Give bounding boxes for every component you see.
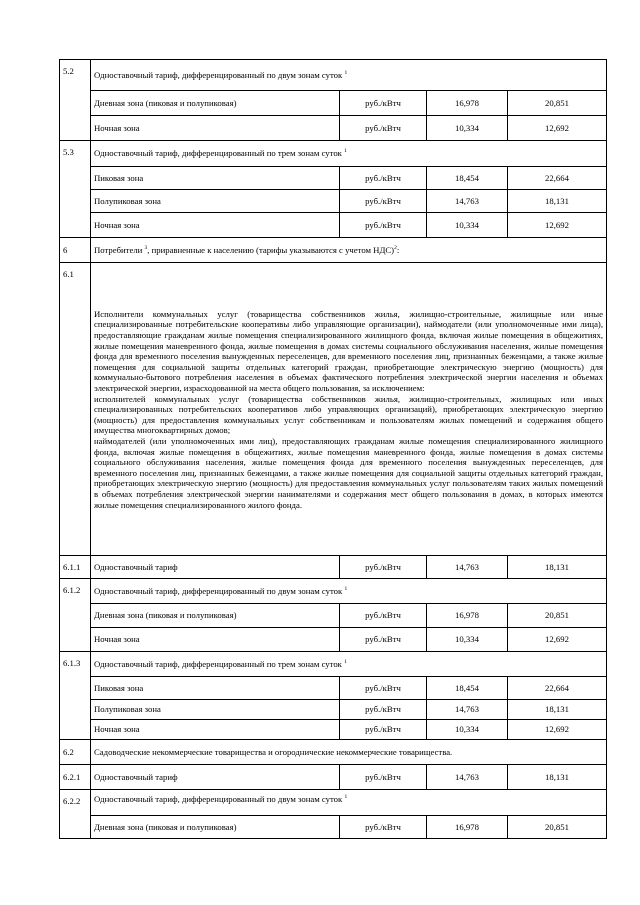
- row-number: 6.1: [60, 263, 91, 556]
- unit-cell: руб./кВтч: [340, 765, 427, 790]
- row-number: 6.1.2: [60, 579, 91, 652]
- unit-cell: руб./кВтч: [340, 167, 427, 190]
- value-cell: 10,334: [427, 213, 508, 238]
- value-cell: 10,334: [427, 116, 508, 141]
- table-row: [60, 700, 607, 720]
- value-cell: 14,763: [427, 765, 508, 790]
- section-title: Садоводческие некоммерческие товарищества и огороднические некоммерческие товарищества.: [91, 740, 607, 765]
- zone-label: Полупиковая зона: [91, 190, 340, 213]
- tariff-table: [59, 59, 607, 839]
- zone-label: Дневная зона (пиковая и полупиковая): [91, 604, 340, 628]
- table-row: [60, 740, 607, 765]
- tariff-label: Одноставочный тариф: [91, 765, 340, 790]
- table-row: [60, 579, 607, 604]
- row-number: 6.1.1: [60, 556, 91, 579]
- section-title: Одноставочный тариф, дифференцированный по двум зонам суток $^1$: [91, 790, 607, 816]
- value-cell: 14,763: [427, 556, 508, 579]
- zone-label: Пиковая зона: [91, 677, 340, 700]
- table-row: [60, 628, 607, 652]
- zone-label: Полупиковая зона: [91, 700, 340, 720]
- value-cell: 12,692: [508, 116, 607, 141]
- row-number: 6.2: [60, 740, 91, 765]
- value-cell: 20,851: [508, 604, 607, 628]
- value-cell: 16,978: [427, 91, 508, 116]
- zone-label: Ночная зона: [91, 213, 340, 238]
- row-number: 5.2: [60, 60, 91, 141]
- section-title: Одноставочный тариф, дифференцированный по трем зонам суток $^1$: [91, 652, 607, 677]
- table-row: [60, 60, 607, 91]
- table-row: [60, 556, 607, 579]
- table-row: [60, 816, 607, 839]
- section-title: Одноставочный тариф, дифференцированный по двум зонам суток $^1$: [91, 60, 607, 91]
- table-row: [60, 190, 607, 213]
- zone-label: Пиковая зона: [91, 167, 340, 190]
- value-cell: 18,454: [427, 677, 508, 700]
- section-title: Одноставочный тариф, дифференцированный по двум зонам суток $^1$: [91, 579, 607, 604]
- value-cell: 12,692: [508, 213, 607, 238]
- table-row: [60, 116, 607, 141]
- value-cell: 18,131: [508, 765, 607, 790]
- section-title: Потребители $^3$, приравненные к населению (тарифы указываются с учетом НДС)$^2$:: [91, 238, 607, 263]
- unit-cell: руб./кВтч: [340, 700, 427, 720]
- value-cell: 12,692: [508, 720, 607, 740]
- table-row: [60, 238, 607, 263]
- table-row: [60, 167, 607, 190]
- table-row: [60, 677, 607, 700]
- section-title: Одноставочный тариф, дифференцированный по трем зонам суток $^1$: [91, 141, 607, 167]
- unit-cell: руб./кВтч: [340, 720, 427, 740]
- value-cell: 20,851: [508, 816, 607, 839]
- tariff-label: Одноставочный тариф: [91, 556, 340, 579]
- zone-label: Дневная зона (пиковая и полупиковая): [91, 816, 340, 839]
- row-number: 6: [60, 238, 91, 263]
- zone-label: Ночная зона: [91, 720, 340, 740]
- value-cell: 14,763: [427, 700, 508, 720]
- unit-cell: руб./кВтч: [340, 116, 427, 141]
- row-number: 6.2.2: [60, 790, 91, 839]
- value-cell: 22,664: [508, 167, 607, 190]
- table-row: [60, 263, 607, 556]
- value-cell: 14,763: [427, 190, 508, 213]
- value-cell: 18,131: [508, 700, 607, 720]
- unit-cell: руб./кВтч: [340, 91, 427, 116]
- zone-label: Ночная зона: [91, 628, 340, 652]
- table-row: [60, 91, 607, 116]
- unit-cell: руб./кВтч: [340, 604, 427, 628]
- table-row: [60, 720, 607, 740]
- table-row: [60, 790, 607, 816]
- zone-label: Дневная зона (пиковая и полупиковая): [91, 91, 340, 116]
- table-row: [60, 652, 607, 677]
- consumer-description: [91, 263, 607, 556]
- row-number: 6.2.1: [60, 765, 91, 790]
- unit-cell: руб./кВтч: [340, 213, 427, 238]
- unit-cell: руб./кВтч: [340, 816, 427, 839]
- value-cell: 18,131: [508, 190, 607, 213]
- value-cell: 10,334: [427, 720, 508, 740]
- paragraph: наймодателей (или уполномоченных ими лиц), предоставляющих гражданам жилые помещения специализированного жилищного фонда, включая жилые помещения в общежитиях, жилые помещения маневренного фонда, жилые помещения в домах системы социального обслуживания населения, жилые помещения фонда для временного поселения вынужденных переселенцев, для временного поселения лиц, признанных беженцами, а также жилые помещения для социальной защиты отдельных категорий граждан, приобретающих электрическую энергию (мощность) для предоставления коммунальных услуг пользователям таких жилых помещений в объемах потребления электрической энергии нанимателями и содержания мест общего пользования в домах, в которых имеются жилые помещения специализированного жилого фонда.: [94, 435, 603, 510]
- value-cell: 20,851: [508, 91, 607, 116]
- value-cell: 16,978: [427, 816, 508, 839]
- table-row: [60, 765, 607, 790]
- value-cell: 18,131: [508, 556, 607, 579]
- paragraph: исполнителей коммунальных услуг (товарищества собственников жилья, жилищно-строительных, жилищных или иных специализированных потребительских кооперативов либо управляющих организаций), приобретающих электрическую энергию (мощность) для предоставления коммунальных услуг собственникам и пользователям жилых помещений и содержания общего имущества многоквартирных домов;: [94, 393, 603, 436]
- unit-cell: руб./кВтч: [340, 556, 427, 579]
- table-row: [60, 604, 607, 628]
- table-row: [60, 213, 607, 238]
- table-row: [60, 141, 607, 167]
- row-number: 6.1.3: [60, 652, 91, 740]
- zone-label: Ночная зона: [91, 116, 340, 141]
- unit-cell: руб./кВтч: [340, 677, 427, 700]
- value-cell: 18,454: [427, 167, 508, 190]
- value-cell: 22,664: [508, 677, 607, 700]
- paragraph: Исполнители коммунальных услуг (товарищества собственников жилья, жилищно-строительные, жилищные или иные специализированные потребительские кооперативы либо управляющие организации), наймодатели (или уполномоченные ими лица), предоставляющие гражданам жилые помещения специализированного жилищного фонда, включая жилые помещения в общежитиях, жилые помещения маневренного фонда, жилые помещения в домах системы социального обслуживания населения, жилые помещения фонда для временного поселения вынужденных переселенцев, для временного поселения лиц, признанных беженцами, а также жилые помещения для социальной защиты отдельных категорий граждан, приобретающие электрическую энергию (мощность) для коммунально-бытового потребления населения в объемах фактического потребления электрической энергии населения и объемах электрической энергии, израсходованной на места общего пользования, за исключением:: [94, 308, 603, 394]
- unit-cell: руб./кВтч: [340, 628, 427, 652]
- value-cell: 10,334: [427, 628, 508, 652]
- row-number: 5.3: [60, 141, 91, 238]
- value-cell: 16,978: [427, 604, 508, 628]
- value-cell: 12,692: [508, 628, 607, 652]
- unit-cell: руб./кВтч: [340, 190, 427, 213]
